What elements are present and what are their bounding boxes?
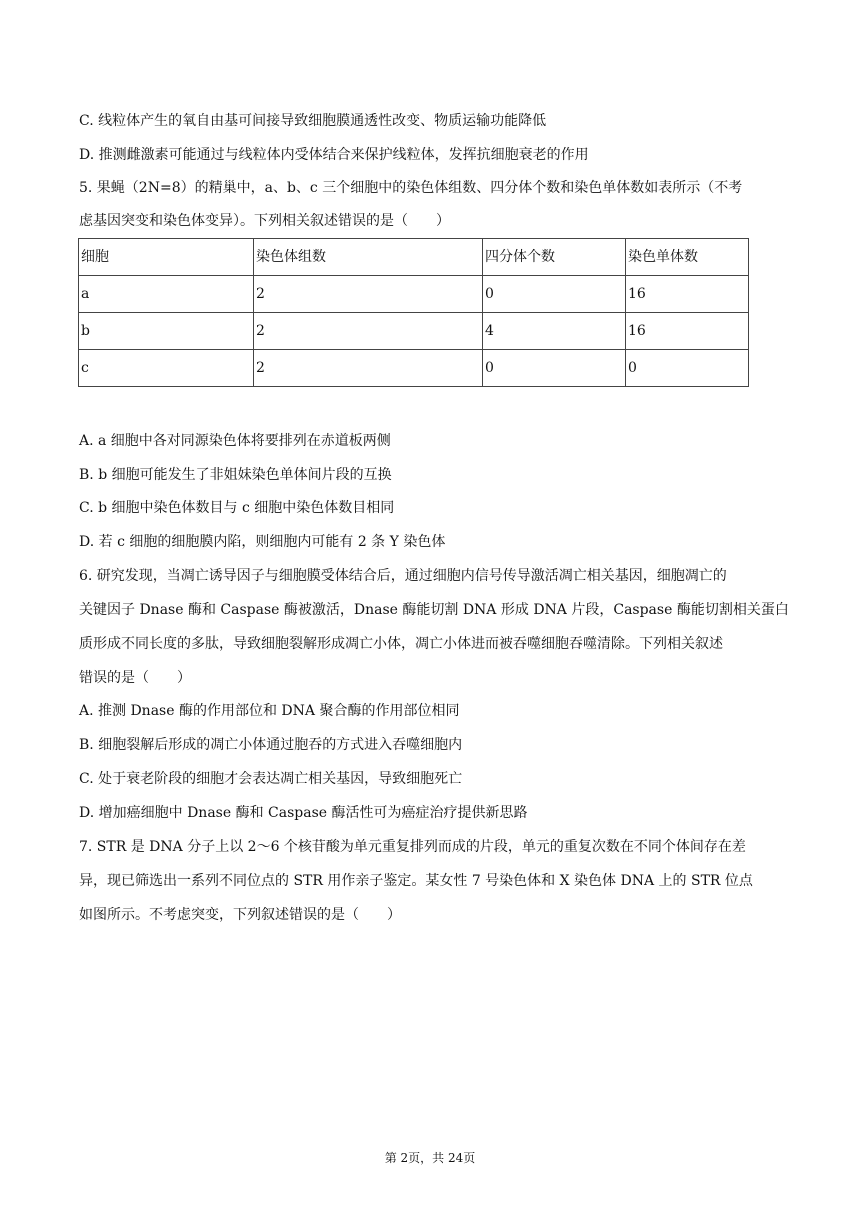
table-cell: 16 (626, 276, 749, 313)
table-cell: 0 (483, 276, 626, 313)
q6-option-b: B. 细胞裂解后形成的凋亡小体通过胞吞的方式进入吞噬细胞内 (79, 737, 463, 753)
q5-stem-line-1: 5. 果蝇（2N=8）的精巢中，a、b、c 三个细胞中的染色体组数、四分体个数和染色单体数如表所示（不考 (79, 180, 743, 196)
table-cell: 2 (254, 350, 483, 387)
q6-stem-line-2: 关键因子 Dnase 酶和 Caspase 酶被激活，Dnase 酶能切割 DNA 形成 DNA 片段，Caspase 酶能切割相关蛋白 (79, 602, 789, 618)
q6-stem-line-4: 错误的是（ ） (79, 670, 191, 686)
table-cell: 16 (626, 313, 749, 350)
q5-option-c: C. b 细胞中染色体数目与 c 细胞中染色体数目相同 (79, 500, 395, 516)
table-header-cell: 四分体个数 (483, 239, 626, 276)
table-cell: 0 (626, 350, 749, 387)
table-header-cell: 染色单体数 (626, 239, 749, 276)
q6-option-a: A. 推测 Dnase 酶的作用部位和 DNA 聚合酶的作用部位相同 (79, 703, 460, 719)
table-cell: 4 (483, 313, 626, 350)
table-header-cell: 染色体组数 (254, 239, 483, 276)
q6-stem-line-3: 质形成不同长度的多肽，导致细胞裂解形成凋亡小体，凋亡小体进而被吞噬细胞吞噬清除。下列相关叙述 (79, 636, 723, 652)
table-cell: b (79, 313, 254, 350)
q5-option-b: B. b 细胞可能发生了非姐妹染色单体间片段的互换 (79, 467, 392, 483)
table-cell: a (79, 276, 254, 313)
q5-stem-line-2: 虑基因突变和染色体变异）。下列相关叙述错误的是（ ） (79, 213, 450, 229)
q6-option-d: D. 增加癌细胞中 Dnase 酶和 Caspase 酶活性可为癌症治疗提供新思路 (79, 805, 528, 821)
page-number-footer: 第 2页，共 24页 (384, 1151, 476, 1165)
table-row (79, 276, 749, 313)
table-cell: c (79, 350, 254, 387)
q7-stem-line-2: 异，现已筛选出一系列不同位点的 STR 用作亲子鉴定。某女性 7 号染色体和 X 染色体 DNA 上的 STR 位点 (79, 873, 753, 889)
q4-option-c: C. 线粒体产生的氧自由基可间接导致细胞膜通透性改变、物质运输功能降低 (79, 113, 547, 129)
q6-stem-line-1: 6. 研究发现，当凋亡诱导因子与细胞膜受体结合后，通过细胞内信号传导激活凋亡相关基因，细胞凋亡的 (79, 568, 727, 584)
q7-stem-line-1: 7. STR 是 DNA 分子上以 2～6 个核苷酸为单元重复排列而成的片段，单元的重复次数在不同个体间存在差 (79, 839, 746, 855)
q6-option-c: C. 处于衰老阶段的细胞才会表达凋亡相关基因，导致细胞死亡 (79, 771, 463, 787)
table-cell: 2 (254, 276, 483, 313)
table-row (79, 313, 749, 350)
table-header-row (79, 239, 749, 276)
q7-stem-line-3: 如图所示。不考虑突变，下列叙述错误的是（ ） (79, 907, 401, 923)
q4-option-d: D. 推测雌激素可能通过与线粒体内受体结合来保护线粒体，发挥抗细胞衰老的作用 (79, 147, 589, 163)
q5-option-d: D. 若 c 细胞的细胞膜内陷，则细胞内可能有 2 条 Y 染色体 (79, 534, 446, 550)
table-cell: 2 (254, 313, 483, 350)
cell-data-table (78, 238, 749, 387)
q5-option-a: A. a 细胞中各对同源染色体将要排列在赤道板两侧 (79, 433, 391, 449)
table-header-cell: 细胞 (79, 239, 254, 276)
table-row (79, 350, 749, 387)
table-cell: 0 (483, 350, 626, 387)
